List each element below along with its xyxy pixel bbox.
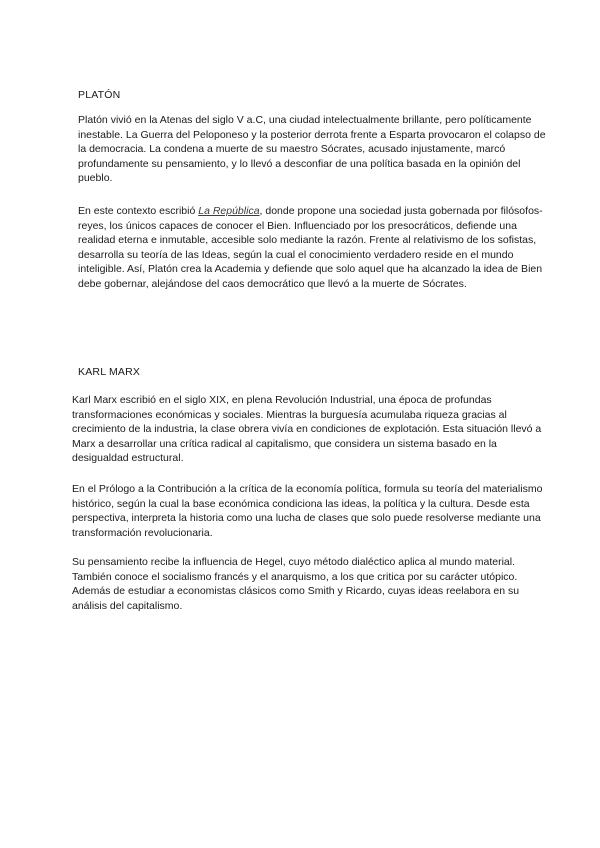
paragraph-marx-context: Karl Marx escribió en el siglo XIX, en plena Revolución Industrial, una época de profundas transformaciones económicas y sociales. Mientras la burguesía acumulaba riqueza gracias al crecimiento de la industria, la clase obrera vivía en condiciones de explotación. Esta situación llevó a Marx a desarrollar una crítica radical al capitalismo, que considera un sistema basado en la desigualdad estructural. [72,394,542,465]
section-heading-platon: PLATÓN [78,89,121,101]
la-republica-link[interactable]: La República [198,205,260,217]
paragraph-marx-work: En el Prólogo a la Contribución a la crítica de la economía política, formula su teoría del materialismo histórico, según la cual la base económica condiciona las ideas, la política y la cultura. Desde esta perspectiva, interpreta la historia como una lucha de clases que solo puede resolverse mediante una transformación revolucionaria. [72,483,543,539]
paragraph-marx-influences: Su pensamiento recibe la influencia de Hegel, cuyo método dialéctico aplica al mundo material. También conoce el socialismo francés y el anarquismo, a los que critica por su carácter utópico. Además de estudiar a economistas clásicos como Smith y Ricardo, cuyas ideas reelabora en su análisis del capitalismo. [72,556,520,612]
paragraph-platon-context: Platón vivió en la Atenas del siglo V a.C, una ciudad intelectualmente brillante, pero políticamente inestable. La Guerra del Peloponeso y la posterior derrota frente a Esparta provocaron el colapso de la democracia. La condena a muerte de su maestro Sócrates, acusado injustamente, marcó profundamente su pensamiento, y lo llevó a desconfiar de una política basada en la opinión del pueblo. [78,114,546,185]
paragraph-platon-work [78,204,548,292]
paragraph-text: , donde propone una sociedad justa gobernada por filósofos-reyes, los únicos capaces de conocer el Bien. Influenciado por los presocráticos, defiende una realidad eterna e inmutable, accesible solo mediante la razón. Frente al relativismo de los sofistas, desarrolla su teoría de las Ideas, según la cual el conocimiento verdadero reside en el mundo inteligible. Así, Platón crea la Academia y defiende que solo aquel que ha alcanzado la idea de Bien debe gobernar, alejándose del caos democrático que llevó a la muerte de Sócrates. [78,205,543,290]
paragraph-text: En este contexto escribió [78,205,199,217]
section-heading-marx: KARL MARX [78,366,141,378]
